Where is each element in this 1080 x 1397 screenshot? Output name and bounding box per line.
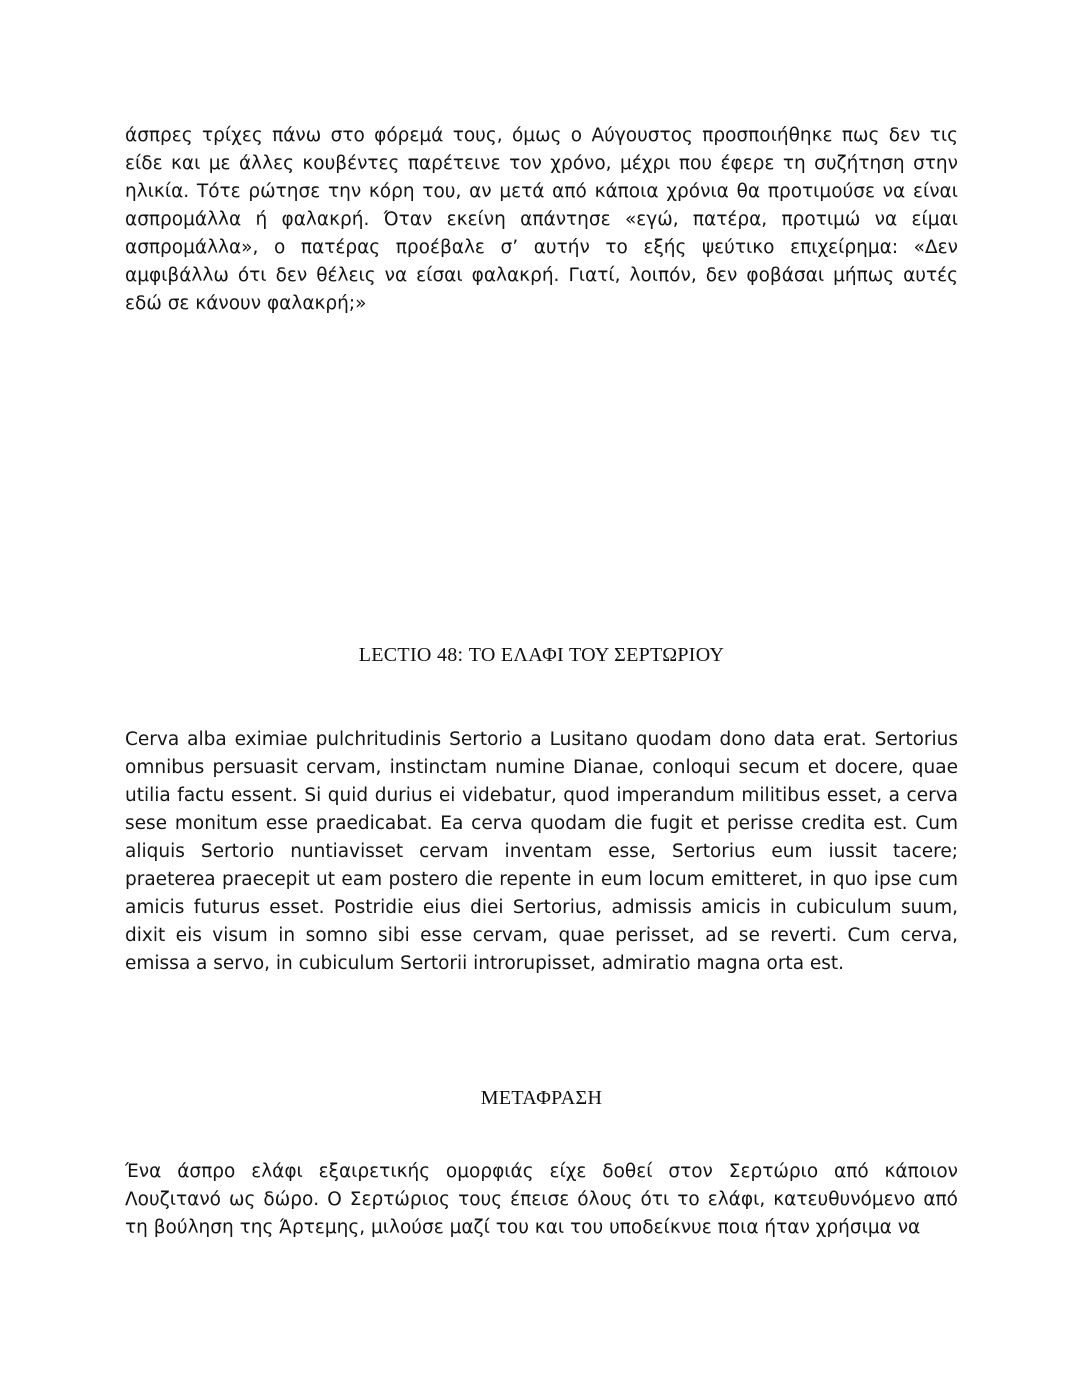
lectio-heading: LECTIO 48: ΤΟ ΕΛΑΦΙ ΤΟΥ ΣΕΡΤΩΡΙΟΥ (358, 644, 725, 666)
translation-paragraph-greek: Ένα άσπρο ελάφι εξαιρετικής ομορφιάς είχε δοθεί στον Σερτώριο από κάποιον Λουζιτανό ως δώρο. Ο Σερτώριος τους έπεισε όλους ότι το ελάφι, κατευθυνόμενο από τη βούληση της Άρτεμης, μιλούσε μαζί του και του υποδείκνυε ποια ήταν χρήσιμα να (125, 1161, 958, 1238)
metafrasi-heading: ΜΕΤΑΦΡΑΣΗ (480, 1087, 603, 1109)
intro-paragraph-greek: άσπρες τρίχες πάνω στο φόρεμά τους, όμως ο Αύγουστος προσποιήθηκε πως δεν τις είδε και με άλλες κουβέντες παρέτεινε τον χρόνο, μέχρι που έφερε τη συζήτηση στην ηλικία. Τότε ρώτησε την κόρη του, αν μετά από κάποια χρόνια θα προτιμούσε να είναι ασπρομάλλα ή φαλακρή. Όταν εκείνη απάντησε «εγώ, πατέρα, προτιμώ να είμαι ασπρομάλλα», ο πατέρας προέβαλε σ’ αυτήν το εξής ψεύτικο επιχείρημα: «Δεν αμφιβάλλω ότι δεν θέλεις να είσαι φαλακρή. Γιατί, λοιπόν, δεν φοβάσαι μήπως αυτές εδώ σε κάνουν φαλακρή;» (125, 125, 958, 314)
latin-paragraph: Cerva alba eximiae pulchritudinis Sertorio a Lusitano quodam dono data erat. Sertorius omnibus persuasit cervam, instinctam numine Dianae, conloqui secum et docere, quae utilia factu essent. Si quid durius ei videbatur, quod imperandum militibus esset, a cerva sese monitum esse praedicabat. Ea cerva quodam die fugit et perisse credita est. Cum aliquis Sertorio nuntiavisset cervam inventam esse, Sertorius eum iussit tacere; praeterea praecepit ut eam postero die repente in eum locum emitteret, in quo ipse cum amicis futurus esset. Postridie eius diei Sertorius, admissis amicis in cubiculum suum, dixit eis visum in somno sibi esse cervam, quae perisset, ad se reverti. Cum cerva, emissa a servo, in cubiculum Sertorii introrupisset, admiratio magna orta est. (125, 729, 958, 974)
